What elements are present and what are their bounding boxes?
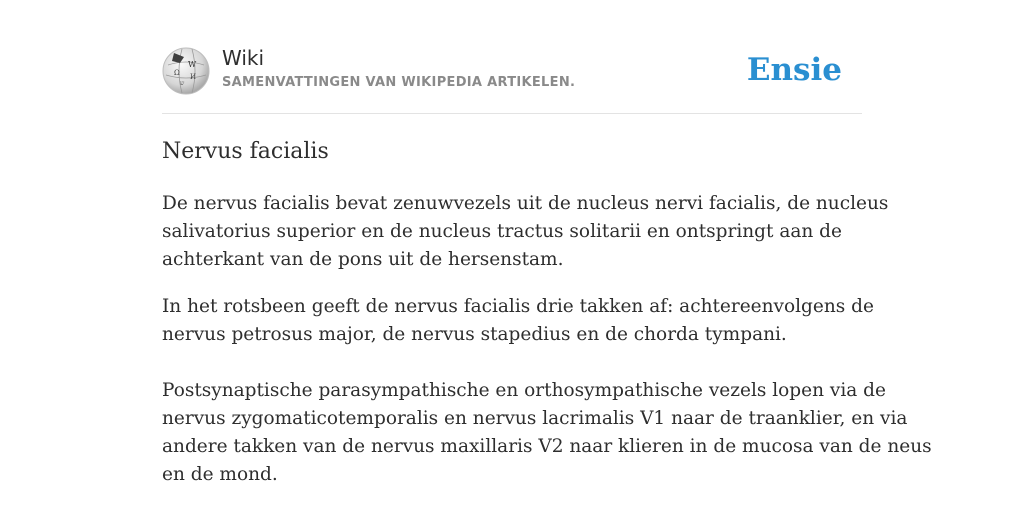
paragraph (162, 293, 874, 349)
svg-text:W: W (188, 60, 197, 69)
site-name[interactable]: Wiki (222, 46, 265, 70)
page (162, 0, 932, 485)
text-line: nervus petrosus major, de nervus stapedius en de chorda tympani. (162, 324, 787, 345)
ensie-brand-link[interactable]: Ensie (746, 52, 842, 88)
text-line: en de mond. (162, 464, 278, 485)
paragraph (162, 190, 889, 274)
text-line: salivatorius superior en de nucleus tractus solitarii en ontspringt aan de (162, 221, 842, 242)
site-header (162, 0, 862, 114)
text-line: nervus zygomaticotemporalis en nervus lacrimalis V1 naar de traanklier, en via (162, 408, 908, 429)
article-title: Nervus facialis (162, 139, 329, 164)
svg-text:ש: ש (180, 80, 185, 87)
wikipedia-globe-icon[interactable] (162, 47, 210, 95)
text-line: achterkant van de pons uit de hersenstam. (162, 249, 564, 270)
site-tagline: SAMENVATTINGEN VAN WIKIPEDIA ARTIKELEN. (222, 75, 576, 90)
text-line: De nervus facialis bevat zenuwvezels uit de nucleus nervi facialis, de nucleus (162, 193, 889, 214)
article-body (162, 190, 932, 508)
text-line: andere takken van de nervus maxillaris V2 naar klieren in de mucosa van de neus (162, 436, 932, 457)
text-line: In het rotsbeen geeft de nervus facialis drie takken af: achtereenvolgens de (162, 296, 874, 317)
paragraph (162, 377, 932, 489)
text-line: Postsynaptische parasympathische en orthosympathische vezels lopen via de (162, 380, 886, 401)
svg-text:Ω: Ω (174, 69, 180, 77)
svg-text:И: И (190, 73, 197, 81)
